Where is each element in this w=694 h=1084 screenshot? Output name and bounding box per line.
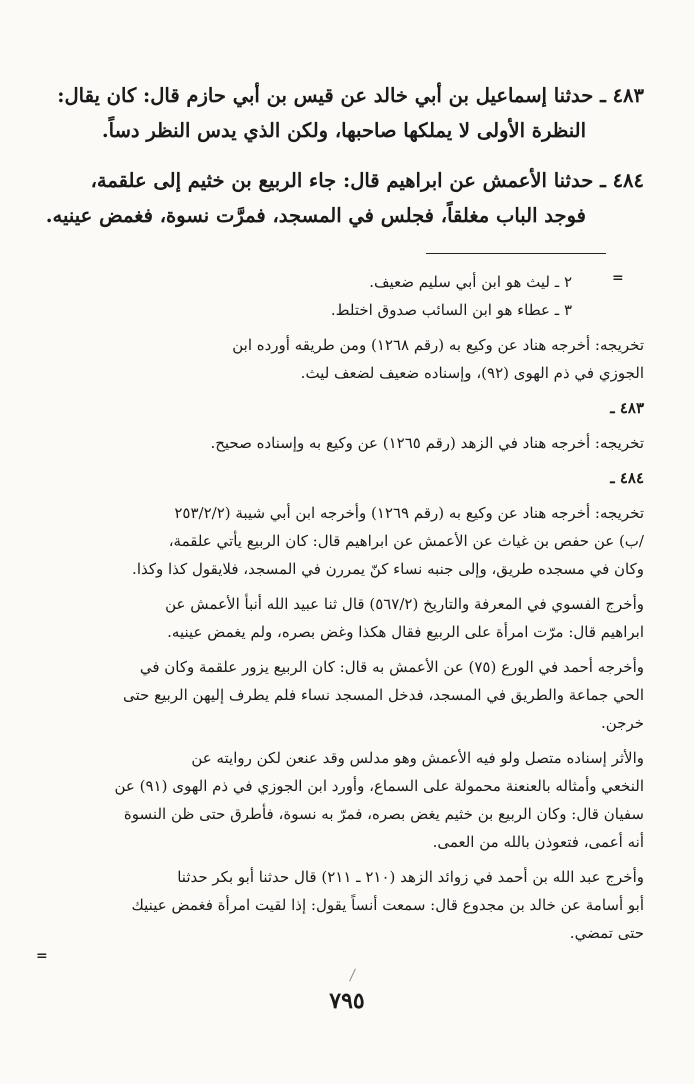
takhrij-482-line-2: الجوزي في ذم الهوى (٩٢)، وإسناده ضعيف لضعف ليث. bbox=[300, 364, 644, 382]
heading-483: ٤٨٣ ـ bbox=[610, 399, 644, 417]
ahmad-line-3: خرجن. bbox=[600, 714, 644, 732]
athar-line-1: والأثر إسناده متصل ولو فيه الأعمش وهو مدلس وقد عنعن لكن روايته عن bbox=[191, 749, 644, 767]
narration-483-line-1: ٤٨٣ ـ حدثنا إسماعيل بن أبي خالد عن قيس بن أبي حازم قال: كان يقال: bbox=[57, 84, 644, 107]
footnote-2: ٢ ـ ليث هو ابن أبي سليم ضعيف. bbox=[369, 273, 572, 291]
ahmad-line-2: الحي جماعة والطريق في المسجد، فدخل المسجد نساء فلم يطرف إليهن الربيع حتى bbox=[123, 686, 644, 704]
margin-mark-left: = bbox=[36, 948, 48, 964]
ahmad-line-1: وأخرجه أحمد في الورع (٧٥) عن الأعمش به قال: كان الربيع يزور علقمة وكان في bbox=[139, 658, 644, 676]
athar-line-3: سفيان قال: وكان الربيع بن خثيم يغض بصره، فمرّ به نسوة، فأطرق حتى ظن النسوة bbox=[123, 805, 644, 823]
athar-line-4: أنه أعمى، فتعوذن بالله من العمى. bbox=[432, 833, 644, 851]
footnotes bbox=[45, 268, 644, 947]
page-number: ٧٩٥ bbox=[329, 988, 365, 1014]
abdullah-line-3: حتى تمضي. bbox=[569, 924, 644, 942]
takhrij-484-line-3: وكان في مسجده طريق، وإلى جنبه نساء كنّ يمررن في المسجد، فلايقول كذا وكذا. bbox=[132, 560, 644, 578]
margin-mark-right: = bbox=[612, 270, 624, 286]
abdullah-line-2: أبو أسامة عن خالد بن مجدوع قال: سمعت أنساً يقول: إذا لقيت امرأة فغمض عينيك bbox=[131, 896, 644, 914]
footnote-separator bbox=[426, 253, 606, 254]
takhrij-482-line-1: تخريجه: أخرجه هناد عن وكيع به (رقم ١٢٦٨) ومن طريقه أورده ابن bbox=[232, 336, 644, 354]
heading-484: ٤٨٤ ـ bbox=[610, 469, 644, 487]
fasawi-line-1: وأخرج الفسوي في المعرفة والتاريخ (٥٦٧/٢) قال ثنا عبيد الله أنبأ الأعمش عن bbox=[165, 595, 644, 613]
abdullah-line-1: وأخرج عبد الله بن أحمد في زوائد الزهد (٢١٠ ـ ٢١١) قال حدثنا أبو بكر حدثنا bbox=[177, 868, 644, 886]
athar-line-2: النخعي وأمثاله بالعنعنة محمولة على السماع، وأورد ابن الجوزي في ذم الهوى (٩١) عن bbox=[114, 777, 644, 795]
takhrij-484-line-2: /ب) عن حفص بن غياث عن الأعمش عن ابراهيم قال: كان الربيع يأتي علقمة، bbox=[168, 532, 644, 550]
scan-artifact bbox=[349, 968, 356, 981]
fasawi-line-2: ابراهيم قال: مرّت امرأة على الربيع فقال هكذا وغض بصره، ولم يغمض عينيه. bbox=[167, 623, 644, 641]
main-text bbox=[40, 78, 644, 233]
takhrij-484-line-1: تخريجه: أخرجه هناد عن وكيع به (رقم ١٢٦٩) وأخرجه ابن أبي شيبة (٢٥٣/٢/٢ bbox=[174, 504, 644, 522]
narration-483-line-2: النظرة الأولى لا يملكها صاحبها، ولكن الذي يدس النظر دساً. bbox=[101, 119, 586, 142]
footnote-3: ٣ ـ عطاء هو ابن السائب صدوق اختلط. bbox=[330, 301, 572, 319]
takhrij-483: تخريجه: أخرجه هناد في الزهد (رقم ١٢٦٥) عن وكيع به وإسناده صحيح. bbox=[210, 434, 644, 452]
narration-484-line-1: ٤٨٤ ـ حدثنا الأعمش عن ابراهيم قال: جاء الربيع بن خثيم إلى علقمة، bbox=[90, 169, 644, 192]
narration-484-line-2: فوجد الباب مغلقاً، فجلس في المسجد، فمرَّت نسوة، فغمض عينيه. bbox=[45, 204, 586, 227]
